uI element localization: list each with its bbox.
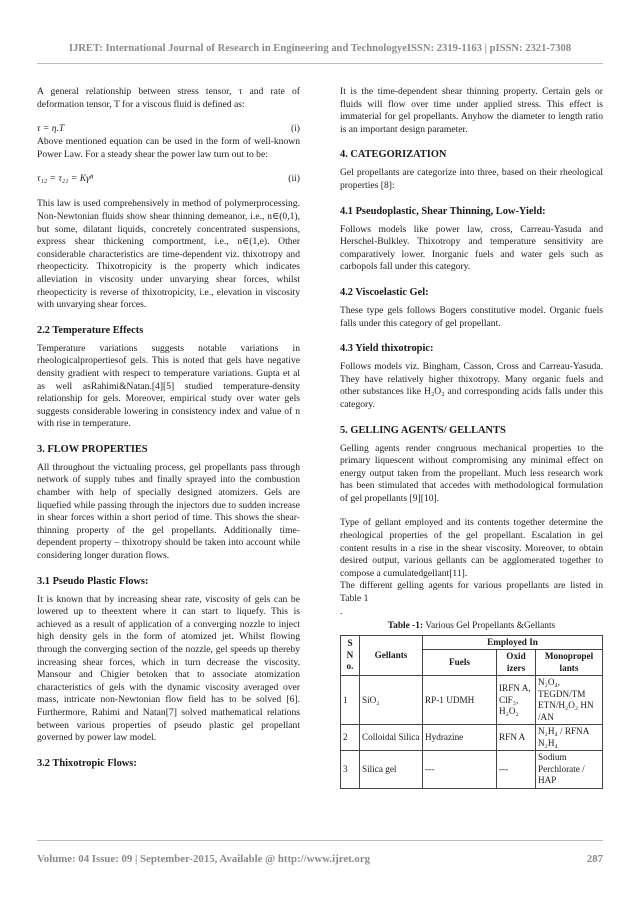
power-law-paragraph: This law is used comprehensively in method of polymerprocessing. Non-Newtonian fluids show shear thinning demeanor, i.e., n∈(0,1), but some, dilatant liquids, concretely concentrated suspensions, express shear thickening comportment, i.e., n∈(1,e). Other considerable characteristics are time-dependent viz. thixotropy and rheopecticity. Thixotropicity is the property which indicates alleviation in viscosity under unvarying shear forces, whilst rheopecticity is reverse of thixotropicity, i.e., elevation in viscosity with unvarying shear forces. [37, 198, 300, 311]
stray-dot: . [340, 605, 343, 617]
flow-paragraph: All throughout the victualing process, gel propellants pass through network of supply tubes and finally sprayed into the combustion chamber with help of specially designed atomizers. Gels are liquefied while passing through the injectors due to sudden increase in shear forces within a short period of time. This shows the shear-thinning property of the gel propellants. Additionally time-dependent property – thixotropy should be taken into account while considering longer duration flows. [37, 461, 300, 562]
power-law-intro: Above mentioned equation can be used in the form of well-known Power Law. For a steady shear the power law turn out to be: [37, 136, 300, 160]
cell-gellant: Colloidal Silica [360, 725, 423, 751]
equation-2 [37, 173, 300, 186]
page-number: 287 [586, 853, 603, 865]
categorization-paragraph: Gel propellants are categorize into three, based on their rheological properties [8]: [340, 167, 603, 191]
heading-pseudoplastic: 4.1 Pseudoplastic, Shear Thinning, Low-Yield: [340, 205, 546, 217]
gelling-paragraph-1: Gelling agents render congruous mechanical properties to the primary liquescent without compromising any minimal effect on energy output taken from the propellant. Much less research work has been stimulated that accedes with methodological formulation of gel propellants [9][10]. [340, 442, 603, 504]
table-row [341, 751, 603, 789]
gellants-table [340, 635, 603, 789]
table-caption [340, 620, 603, 633]
cell-gellant: SiO₂ [360, 676, 423, 725]
heading-thixotropic: 3.2 Thixotropic Flows: [37, 757, 137, 769]
thixotropic-paragraph: It is the time-dependent shear thinning property. Certain gels or fluids will flow over time under applied stress. This effect is immaterial for gel propellants. Anyhow the diameter to length ratio is an important design parameter. [340, 86, 603, 135]
cell-fuels: --- [423, 751, 497, 789]
cell-fuels: RP-1 UDMH [423, 676, 497, 725]
viscoelastic-paragraph: These type gels follows Bogers constitutive model. Organic fuels falls under this category of gel propellant. [340, 304, 603, 329]
cell-gellant: Silica gel [360, 751, 423, 789]
heading-flow-properties: 3. FLOW PROPERTIES [37, 443, 148, 455]
cell-sno: 3 [341, 751, 360, 789]
temperature-paragraph: Temperature variations suggests notable variations in rheologicalpropertiesof gels. This is noted that gels have negative density gradient with respect to temperature variations. Gupta et al as well asRahimi&Natan.[4][5] studied temperature-density relationship for gels. Moreover, empirical study over water gels suggests considerable lowering in consistency index and value of n with rise in temperature. [37, 342, 300, 430]
table-caption-text: Various Gel Propellants &Gellants [423, 621, 556, 632]
header-fuels: Fuels [423, 650, 497, 676]
equation-2-number: (ii) [288, 173, 300, 185]
gelling-paragraph-2: Type of gellant employed and its contents together determine the rheological properties of the gel propellant. Escalation in gel content results in a rise in the shear viscosity. Moreover, to obtain desired output, various gellants can be agglomerated together to compose a cumulatedgellant[11]. [340, 517, 603, 579]
table-header-row [341, 635, 603, 650]
heading-yield-thixotropic: 4.3 Yield thixotropic: [340, 343, 434, 355]
table-caption-label: Table -1: [387, 621, 424, 632]
cell-oxidizers: RFN A [497, 725, 536, 751]
equation-1-text: τ = η.T [37, 123, 65, 135]
header-rule [37, 63, 603, 64]
right-column [340, 86, 603, 789]
cell-monopropellants: N₂O₄, TEGDN/TM ETN/H₂O₂ HN /AN [536, 676, 603, 725]
header-sno: S N o. [341, 635, 360, 676]
header-gellants: Gellants [360, 635, 423, 676]
cell-monopropellants: Sodium Perchlorate / HAP [536, 751, 603, 789]
journal-header: IJRET: International Journal of Research in Engineering and TechnologyeISSN: 2319-1163 | pISSN: 2321-7308 [68, 43, 572, 54]
equation-1-number: (i) [290, 123, 300, 135]
header-monopropellants: Monopropel lants [536, 650, 603, 676]
gelling-paragraph-3: The different gelling agents for various propellants are listed in Table 1 [340, 580, 603, 605]
intro-paragraph: A general relationship between stress tensor, τ and rate of deformation tensor, T for a viscous fluid is defined as: [37, 86, 300, 110]
pseudoplastic-paragraph: Follows models like power law, cross, Carreau-Yasuda and Herschel-Bulkley. Thixotropy and temperature sensitivity are comparatively lower. Inorganic fuels and water gels such as carbopols fall under this category. [340, 223, 603, 273]
heading-categorization: 4. CATEGORIZATION [340, 149, 447, 161]
heading-pseudo-plastic: 3.1 Pseudo Plastic Flows: [37, 575, 149, 587]
heading-temperature-effects: 2.2 Temperature Effects [37, 324, 144, 336]
cell-fuels: Hydrazine [423, 725, 497, 751]
yield-thixotropic-paragraph: Follows models viz. Bingham, Casson, Cross and Carreau-Yasuda. They have relatively higher thixotropy. Many organic fuels and other substances like H₂O₂ and corresponding acids falls under this category. [340, 361, 603, 410]
cell-sno: 1 [341, 676, 360, 725]
header-oxidizers: Oxid izers [497, 650, 536, 676]
table-row [341, 676, 603, 725]
left-column [37, 86, 300, 770]
header-employed-in: Employed In [423, 635, 603, 650]
pseudo-plastic-paragraph: It is known that by increasing shear rate, viscosity of gels can be lowered up to theextent where it can start to liquefy. This is achieved as a result of application of a converging nozzle to inject high density gels in the form of atomized jet. Whilst flowing through the converging section of the nozzle, gel speeds up thereby increasing shear forces, which in turn decrease the viscosity. Mansour and Chigier betoken that to associate atomization characteristics of gels with the dynamic viscosity averaged over mass, intricate non-Newtonian flow field has to be solved [6]. Furthermore, Rahimi and Natan[7] solved mathematical relations between various properties of pseudo plastic gel propellant governed by power law model. [37, 593, 300, 744]
heading-viscoelastic: 4.2 Viscoelastic Gel: [340, 286, 429, 298]
equation-2-text: τ₁₂ = τ₂₁ = Kγ̇ⁿ [37, 173, 93, 185]
cell-sno: 2 [341, 725, 360, 751]
footer-volume-info: Volume: 04 Issue: 09 | September-2015, Available @ http://www.ijret.org [37, 853, 371, 865]
cell-oxidizers: --- [497, 751, 536, 789]
cell-oxidizers: IRFN A, ClF₅, H₂O₂ [497, 676, 536, 725]
page-footer [37, 853, 603, 865]
equation-1 [37, 123, 300, 136]
table-row [341, 725, 603, 751]
cell-monopropellants: N₂H₄ / RFNA N₂H₄ [536, 725, 603, 751]
heading-gelling-agents: 5. GELLING AGENTS/ GELLANTS [340, 424, 506, 436]
footer-rule [37, 840, 603, 841]
